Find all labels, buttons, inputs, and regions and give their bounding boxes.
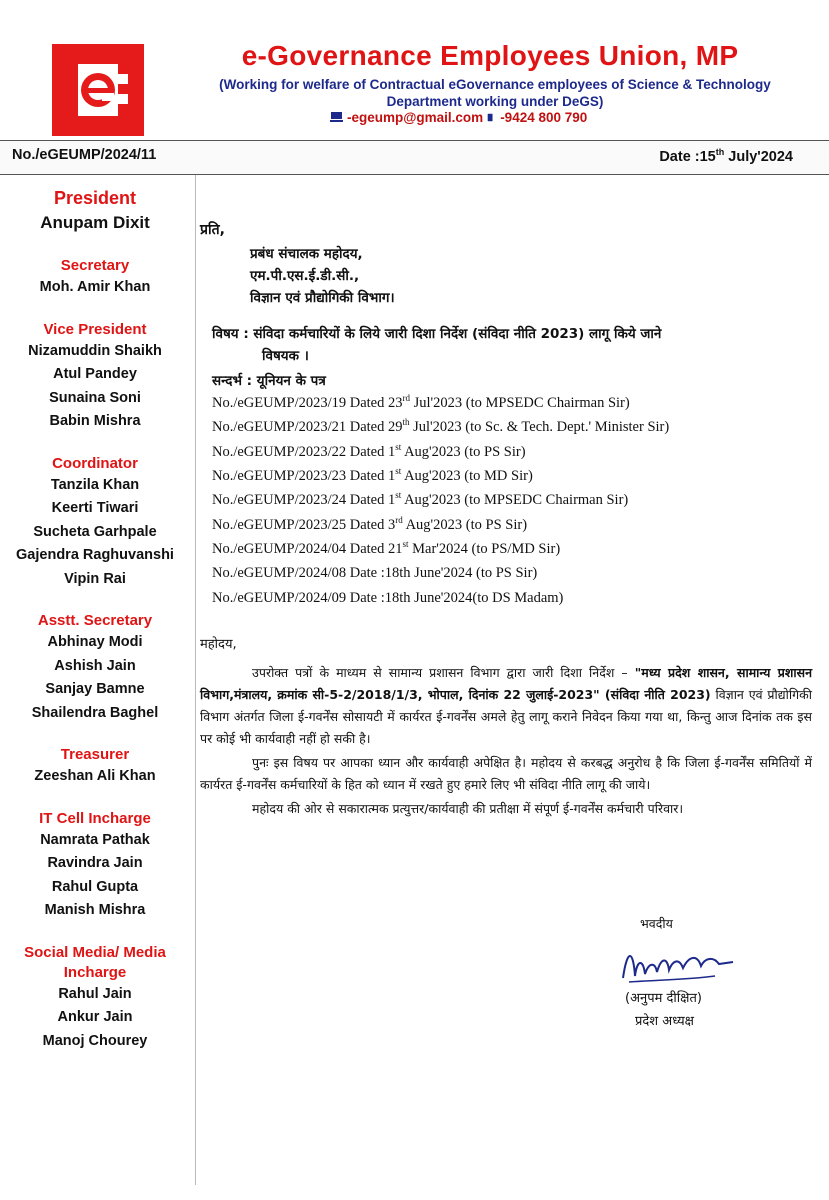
member-name: Sunaina Soni — [49, 389, 141, 406]
member-name: Babin Mishra — [49, 413, 141, 429]
member-name: Moh. Amir Khan — [39, 279, 151, 295]
role-title: Coordinator — [52, 454, 138, 472]
member-name: Ankur Jain — [57, 1009, 133, 1025]
role-title: Treasurer — [60, 746, 130, 763]
paragraph-1: उपरोक्त पत्रों के माध्यम से सामान्य प्रशासन विभाग द्वारा जारी दिशा निर्देश – "मध्य प्रदेश शासन, सामान्य प्रशासन विभाग,मंत्रालय, क्रमांक सी-5-2/2018/1/3, भोपाल, दिनांक 22 जुलाई-2023" (संविदा नीति 2023) विज्ञान एवं प्रौद्योगिकी विभाग अंतर्गत जिला ई-गवर्नेंस सोसायटी में कार्यरत ई-गवर्नेंस अमले हेतु लागू कराने निवेदन किया गया था, किन्तु आज दिनांक तक इस पर कोई भी कार्यवाही नहीं हो सकी है। — [200, 664, 813, 746]
sidebar-group — [0, 809, 190, 923]
reference-list — [212, 389, 812, 608]
to-heading: प्रति, — [200, 222, 225, 238]
member-name: Rahul Gupta — [51, 878, 139, 895]
member-name: Namrata Pathak — [40, 831, 150, 848]
reference-heading: सन्दर्भ : यूनियन के पत्र — [212, 373, 326, 389]
member-name: Shailendra Baghel — [31, 704, 159, 721]
reference-item: No./eGEUMP/2023/25 Dated 3rd Aug'2023 (to PS Sir) — [212, 514, 528, 533]
letter-date: Date :15th July'2024 — [659, 147, 793, 165]
member-name: Manish Mishra — [44, 902, 146, 918]
reference-item: No./eGEUMP/2024/09 Date :18th June'2024(to DS Madam) — [212, 589, 564, 606]
member-name: Keerti Tiwari — [51, 500, 139, 516]
paragraph-2: पुनः इस विषय पर आपका ध्यान और कार्यवाही अपेक्षित है। महोदय से करबद्ध अनुरोध है कि जिला ई-गवर्नेंस समितियों में कार्यरत ई-गवर्नेंस कर्मचारियों के हित को ध्यान में रखते हुए हमारे लिए भी संविदा नीति लागू की जाये। — [200, 754, 812, 792]
office-bearers-sidebar — [0, 186, 190, 1073]
column-divider — [195, 175, 196, 1185]
member-name: Ravindra Jain — [47, 855, 143, 871]
member-name: Ashish Jain — [54, 657, 136, 674]
addressee-line: एम.पी.एस.ई.डी.सी., — [250, 268, 360, 284]
role-title: Asstt. Secretary — [37, 612, 153, 629]
role-title: President — [53, 188, 137, 208]
reference-item: No./eGEUMP/2023/24 Dated 1st Aug'2023 (to MPSEDC Chairman Sir) — [212, 490, 629, 509]
role-title: Social Media/ Media Incharge — [24, 943, 166, 981]
addressee-line: प्रबंध संचालक महोदय, — [250, 246, 363, 262]
sidebar-group — [0, 454, 190, 592]
member-name: Gajendra Raghuvanshi — [16, 547, 174, 563]
contact-info — [330, 110, 587, 125]
member-name: Rahul Jain — [58, 985, 132, 1002]
reference-item: No./eGEUMP/2023/22 Dated 1st Aug'2023 (to PS Sir) — [212, 441, 526, 460]
sidebar-group — [0, 256, 190, 300]
role-title: Vice President — [43, 320, 147, 338]
member-name: Manoj Chourey — [42, 1032, 148, 1049]
signature — [615, 940, 740, 990]
role-title: Secretary — [60, 257, 130, 274]
sidebar-group — [0, 745, 190, 789]
member-name: Zeeshan Ali Khan — [34, 768, 156, 784]
phone-icon — [487, 112, 496, 123]
member-name: Sucheta Garhpale — [33, 523, 157, 540]
reference-item: No./eGEUMP/2023/19 Dated 23rd Jul'2023 (to MPSEDC Chairman Sir) — [212, 393, 630, 411]
member-name: Vipin Rai — [64, 570, 126, 587]
email-text: -egeump@gmail.com — [347, 110, 484, 125]
sidebar-group — [0, 186, 190, 236]
reference-item: No./eGEUMP/2023/23 Dated 1st Aug'2023 (to MD Sir) — [212, 465, 533, 484]
union-logo — [52, 44, 144, 136]
addressee-block — [200, 243, 812, 309]
role-title: IT Cell Incharge — [39, 809, 151, 827]
member-name: Tanzila Khan — [50, 476, 140, 493]
paragraph-3: महोदय की ओर से सकारात्मक प्रत्युत्तर/कार्यवाही की प्रतीक्षा में संपूर्ण ई-गवर्नेंस कर्मचारी परिवार। — [252, 800, 684, 816]
member-name: Abhinay Modi — [47, 634, 143, 650]
sidebar-group — [0, 611, 190, 725]
member-name: Nizamuddin Shaikh — [28, 342, 162, 359]
reference-item: No./eGEUMP/2024/04 Dated 21st Mar'2024 (to PS/MD Sir) — [212, 538, 561, 557]
laptop-icon — [330, 112, 343, 123]
member-name: Anupam Dixit — [40, 213, 150, 232]
subject: विषय : संविदा कर्मचारियों के लिये जारी दिशा निर्देश (संविदा नीति 2023) लागू किये जाने विषयक । — [212, 326, 662, 364]
sidebar-group — [0, 943, 190, 1054]
sidebar-group — [0, 320, 190, 434]
signer-name: (अनुपम दीक्षित) — [625, 991, 702, 1006]
member-name: Atul Pandey — [53, 366, 137, 382]
signer-designation: प्रदेश अध्यक्ष — [635, 1014, 694, 1029]
reference-item: No./eGEUMP/2024/08 Date :18th June'2024 (to PS Sir) — [212, 565, 538, 582]
salutation: महोदय, — [200, 636, 237, 652]
member-name: Sanjay Bamne — [45, 681, 145, 697]
letter-body — [200, 220, 812, 820]
union-subtitle: (Working for welfare of Contractual eGovernance employees of Science & Technology Department working under DeGS) — [219, 77, 771, 109]
union-title: e-Governance Employees Union, MP — [241, 40, 739, 71]
reference-item: No./eGEUMP/2023/21 Dated 29th Jul'2023 (to Sc. & Tech. Dept.' Minister Sir) — [212, 417, 670, 436]
phone-text: -9424 800 790 — [500, 110, 588, 125]
addressee-line: विज्ञान एवं प्रौद्योगिकी विभाग। — [250, 290, 395, 306]
closing: भवदीय — [640, 916, 673, 931]
letter-number: No./eGEUMP/2024/11 — [12, 147, 157, 163]
